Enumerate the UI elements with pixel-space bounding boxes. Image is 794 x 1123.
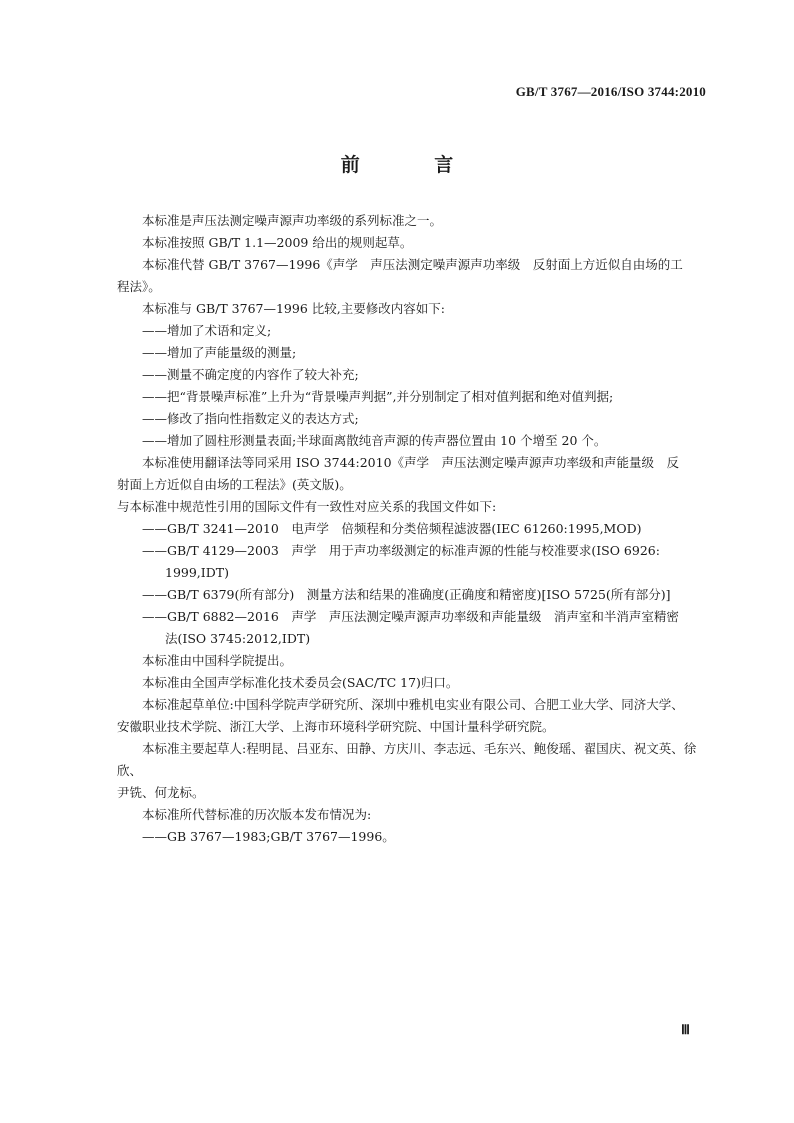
standard-code-header: GB/T 3767—2016/ISO 3744:2010 [515,84,706,99]
paragraph-continuation: 尹铣、何龙标。 [117,785,205,800]
paragraph-continuation: 安徽职业技术学院、浙江大学、上海市环境科学研究院、中国计量科学研究院。 [117,719,555,734]
list-item: ——修改了指向性指数定义的表达方式; [142,411,359,426]
paragraph: 本标准由全国声学标准化技术委员会(SAC/TC 17)归口。 [142,675,459,690]
foreword-body [117,210,707,848]
list-item: ——GB 3767—1983;GB/T 3767—1996。 [142,829,395,844]
page-number: Ⅲ [681,1022,690,1037]
paragraph-continuation: 程法》。 [117,279,161,294]
paragraph: 本标准使用翻译法等同采用 ISO 3744:2010《声学 声压法测定噪声源声功率级和声能量级 反 [142,455,680,470]
list-item: ——GB/T 3241—2010 电声学 倍频程和分类倍频程滤波器(IEC 61260:1995,MOD) [142,521,642,536]
list-item: ——把“背景噪声标准”上升为“背景噪声判据”,并分别制定了相对值判据和绝对值判据; [142,389,614,404]
paragraph: 本标准是声压法测定噪声源声功率级的系列标准之一。 [142,213,443,228]
paragraph: 本标准起草单位:中国科学院声学研究所、深圳中雅机电实业有限公司、合肥工业大学、同济大学、 [142,697,684,712]
list-item: ——增加了圆柱形测量表面;半球面离散纯音声源的传声器位置由 10 个增至 20 个。 [142,433,607,448]
paragraph: 与本标准中规范性引用的国际文件有一致性对应关系的我国文件如下: [117,499,497,514]
list-item-continuation: 法(ISO 3745:2012,IDT) [165,631,311,646]
page-title: 前 言 [340,154,488,176]
paragraph: 本标准与 GB/T 3767—1996 比较,主要修改内容如下: [142,301,445,316]
paragraph: 本标准由中国科学院提出。 [142,653,293,668]
paragraph: 本标准主要起草人:程明昆、吕亚东、田静、方庆川、李志远、毛东兴、鲍俊瑶、翟国庆、祝文英、徐欣、 [117,741,697,778]
paragraph: 本标准代替 GB/T 3767—1996《声学 声压法测定噪声源声功率级 反射面上方近似自由场的工 [142,257,683,272]
paragraph: 本标准按照 GB/T 1.1—2009 给出的规则起草。 [142,235,413,250]
list-item: ——GB/T 6882—2016 声学 声压法测定噪声源声功率级和声能量级 消声室和半消声室精密 [142,609,679,624]
list-item: ——增加了声能量级的测量; [142,345,297,360]
paragraph-continuation: 射面上方近似自由场的工程法》(英文版)。 [117,477,352,492]
list-item: ——测量不确定度的内容作了较大补充; [142,367,359,382]
list-item-continuation: 1999,IDT) [165,565,229,580]
list-item: ——增加了术语和定义; [142,323,272,338]
list-item: ——GB/T 4129—2003 声学 用于声功率级测定的标准声源的性能与校准要求(ISO 6926: [142,543,660,558]
list-item: ——GB/T 6379(所有部分) 测量方法和结果的准确度(正确度和精密度)[ISO 5725(所有部分)] [142,587,671,602]
paragraph: 本标准所代替标准的历次版本发布情况为: [142,807,372,822]
